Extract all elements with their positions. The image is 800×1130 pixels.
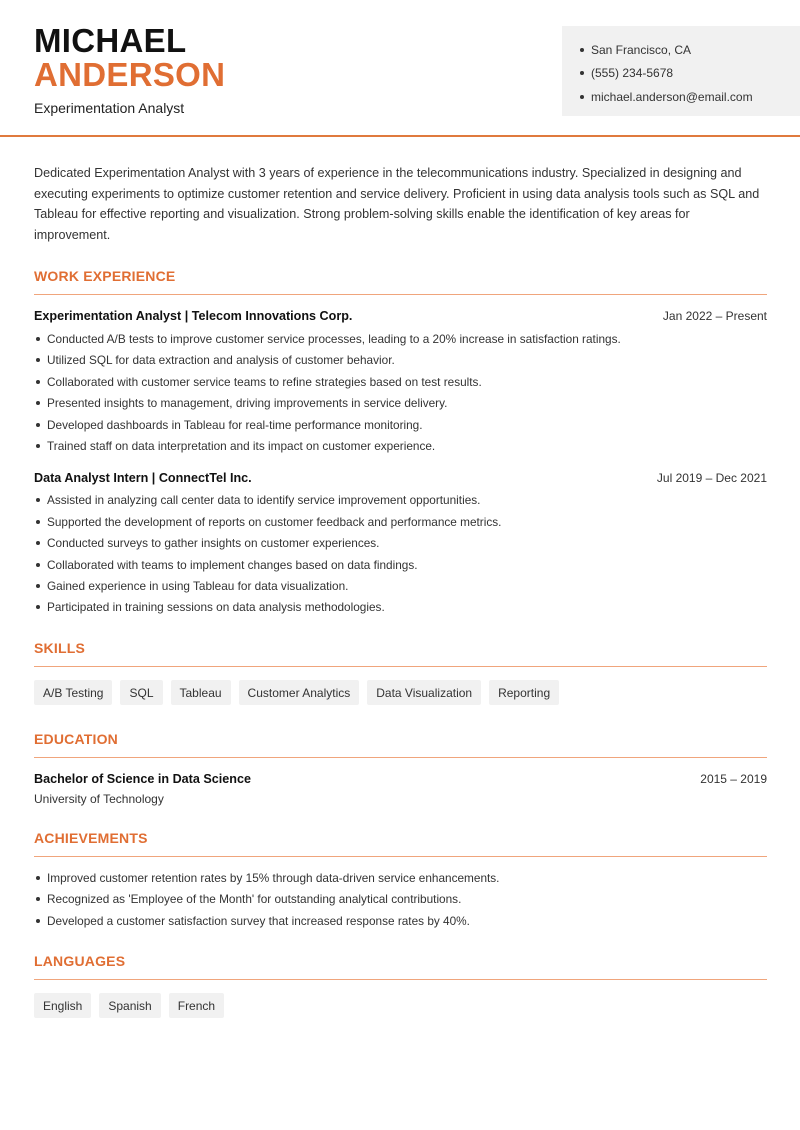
- list-item: Collaborated with customer service teams to refine strategies based on test results.: [34, 371, 767, 392]
- list-item: Utilized SQL for data extraction and analysis of customer behavior.: [34, 350, 767, 371]
- job-dates: Jul 2019 – Dec 2021: [656, 470, 767, 485]
- achievements-list: [34, 867, 767, 931]
- bullet-icon: [580, 71, 584, 75]
- bullet-icon: [36, 919, 40, 923]
- list-item: Improved customer retention rates by 15% through data-driven service enhancements.: [34, 867, 767, 888]
- skill-chip: Reporting: [489, 680, 559, 705]
- summary-paragraph: Dedicated Experimentation Analyst with 3 years of experience in the telecommunications industry. Specialized in designing and executing experiments to optimize customer retention and service delivery. Proficient in using data analysis tools such as SQL and Tableau for effective reporting and visualization. Strong problem-solving skills enable the identification of key areas for improvement.: [34, 166, 760, 242]
- job-role: Experimentation Analyst | Telecom Innovations Corp.: [34, 309, 353, 324]
- list-item: Developed dashboards in Tableau for real-time performance monitoring.: [34, 414, 767, 435]
- first-name: MICHAEL: [34, 22, 187, 59]
- resume-header: [0, 0, 800, 137]
- contact-phone: (555) 234-5678: [580, 62, 800, 86]
- bullet-icon: [36, 337, 40, 341]
- degree: Bachelor of Science in Data Science: [34, 772, 251, 787]
- job-header: [34, 471, 767, 485]
- education-header: [34, 772, 767, 786]
- bullet-icon: [36, 358, 40, 362]
- bullet-icon: [36, 605, 40, 609]
- list-item: Supported the development of reports on customer feedback and performance metrics.: [34, 511, 767, 532]
- education-entry: [34, 772, 767, 806]
- school-name: University of Technology: [34, 792, 164, 807]
- resume-body: [34, 163, 767, 1018]
- list-item: Recognized as 'Employee of the Month' for outstanding analytical contributions.: [34, 888, 767, 909]
- bullet-icon: [36, 444, 40, 448]
- job-dates: Jan 2022 – Present: [662, 309, 767, 324]
- list-item: Gained experience in using Tableau for data visualization.: [34, 575, 767, 596]
- section-title-skills: SKILLS: [34, 640, 767, 667]
- contact-location: San Francisco, CA: [580, 38, 800, 62]
- language-chips: [34, 993, 767, 1018]
- bullet-icon: [580, 95, 584, 99]
- skills-chips: [34, 680, 767, 705]
- job-bullets: [34, 490, 767, 618]
- achievements-section: [34, 830, 767, 931]
- list-item: Conducted A/B tests to improve customer service processes, leading to a 20% increase in satisfaction ratings.: [34, 328, 767, 349]
- last-name: ANDERSON: [34, 56, 226, 93]
- list-item: Developed a customer satisfaction survey that increased response rates by 40%.: [34, 910, 767, 931]
- list-item: Presented insights to management, driving improvements in service delivery.: [34, 393, 767, 414]
- contact-email: michael.anderson@email.com: [580, 85, 800, 109]
- job-title: Experimentation Analyst: [34, 100, 185, 116]
- list-item: Assisted in analyzing call center data to identify service improvement opportunities.: [34, 490, 767, 511]
- job-bullets: [34, 328, 767, 456]
- bullet-icon: [580, 48, 584, 52]
- skill-chip: SQL: [120, 680, 162, 705]
- education-dates: 2015 – 2019: [700, 772, 767, 787]
- bullet-icon: [36, 380, 40, 384]
- skills-section: [34, 640, 767, 705]
- bullet-icon: [36, 584, 40, 588]
- job-entry: [34, 471, 767, 618]
- section-title-achievements: ACHIEVEMENTS: [34, 830, 767, 857]
- list-item: Collaborated with teams to implement changes based on data findings.: [34, 554, 767, 575]
- skill-chip: Tableau: [171, 680, 231, 705]
- skill-chip: A/B Testing: [34, 680, 112, 705]
- section-title-languages: LANGUAGES: [34, 953, 767, 980]
- languages-section: [34, 953, 767, 1018]
- skill-chip: Data Visualization: [367, 680, 481, 705]
- bullet-icon: [36, 897, 40, 901]
- skill-chip: Customer Analytics: [239, 680, 360, 705]
- bullet-icon: [36, 541, 40, 545]
- work-experience-section: [34, 268, 767, 618]
- bullet-icon: [36, 498, 40, 502]
- contact-box: [562, 26, 800, 116]
- education-section: [34, 731, 767, 806]
- language-chip: Spanish: [99, 993, 160, 1018]
- bullet-icon: [36, 563, 40, 567]
- bullet-icon: [36, 401, 40, 405]
- list-item: Trained staff on data interpretation and its impact on customer experience.: [34, 435, 767, 456]
- bullet-icon: [36, 423, 40, 427]
- section-title-work: WORK EXPERIENCE: [34, 268, 767, 295]
- list-item: Conducted surveys to gather insights on customer experiences.: [34, 533, 767, 554]
- job-header: [34, 309, 767, 323]
- language-chip: French: [169, 993, 224, 1018]
- bullet-icon: [36, 520, 40, 524]
- job-role: Data Analyst Intern | ConnectTel Inc.: [34, 470, 252, 485]
- bullet-icon: [36, 876, 40, 880]
- language-chip: English: [34, 993, 91, 1018]
- section-title-education: EDUCATION: [34, 731, 767, 758]
- list-item: Participated in training sessions on data analysis methodologies.: [34, 597, 767, 618]
- candidate-name: [34, 24, 225, 92]
- job-entry: [34, 309, 767, 456]
